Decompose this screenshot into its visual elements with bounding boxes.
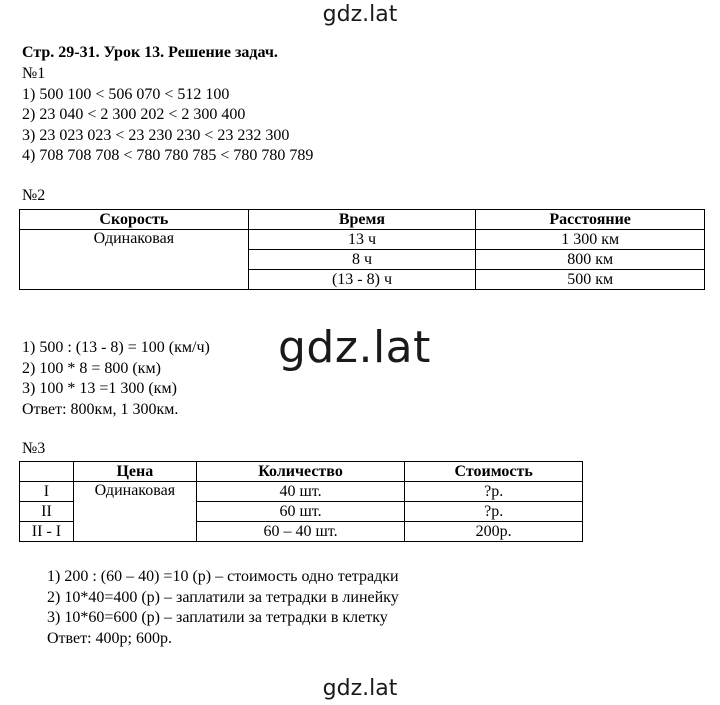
solution-line: 3) 100 * 13 =1 300 (км): [22, 380, 177, 397]
time-cell: (13 - 8) ч: [248, 270, 476, 290]
quantity-cell: 60 шт.: [196, 502, 405, 522]
watermark-center: gdz.lat: [278, 322, 431, 373]
watermark-top: gdz.lat: [322, 2, 398, 27]
time-cell: 8 ч: [248, 250, 476, 270]
solution-answer: Ответ: 400р; 600р.: [47, 629, 172, 647]
price-cell: Одинаковая: [73, 482, 196, 542]
task1-line: 2) 23 040 < 2 300 202 < 2 300 400: [22, 106, 246, 123]
task1-block: [22, 64, 313, 167]
column-header: [20, 462, 74, 482]
page-title: Стр. 29-31. Урок 13. Решение задач.: [22, 44, 278, 61]
task1-line: 4) 708 708 708 < 780 780 785 < 780 780 789: [22, 147, 314, 164]
speed-cell: Одинаковая: [20, 230, 249, 290]
solution-line: 1) 500 : (13 - 8) = 100 (км/ч): [22, 339, 210, 356]
task2-solution: [22, 338, 210, 420]
table-header-row: [20, 210, 705, 230]
column-header: Количество: [196, 462, 405, 482]
cost-cell: 200р.: [405, 522, 583, 542]
column-header: Стоимость: [405, 462, 583, 482]
task3-table: [19, 461, 583, 542]
solution-line: 2) 100 * 8 = 800 (км): [22, 359, 161, 377]
task3-solution: [47, 567, 399, 649]
row-label: II: [20, 502, 74, 522]
column-header: Скорость: [20, 210, 249, 230]
column-header: Цена: [73, 462, 196, 482]
solution-answer: Ответ: 800км, 1 300км.: [22, 400, 179, 418]
distance-cell: 500 км: [476, 270, 705, 290]
quantity-cell: 60 – 40 шт.: [196, 522, 405, 542]
table-header-row: [20, 462, 583, 482]
row-label: II - I: [20, 522, 74, 542]
task3-number: №3: [22, 440, 46, 457]
task1-line: 1) 500 100 < 506 070 < 512 100: [22, 85, 230, 103]
quantity-cell: 40 шт.: [196, 482, 405, 502]
task2-number: №2: [22, 187, 46, 204]
row-label: I: [20, 482, 74, 502]
time-cell: 13 ч: [248, 230, 476, 250]
solution-line: 2) 10*40=400 (р) – заплатили за тетрадки в линейку: [47, 588, 399, 606]
cost-cell: ?р.: [405, 482, 583, 502]
task1-line: 3) 23 023 023 < 23 230 230 < 23 232 300: [22, 126, 290, 144]
task2-table: [19, 209, 705, 290]
table-row: [20, 482, 583, 502]
table-row: [20, 230, 705, 250]
distance-cell: 1 300 км: [476, 230, 705, 250]
distance-cell: 800 км: [476, 250, 705, 270]
cost-cell: ?р.: [405, 502, 583, 522]
solution-line: 3) 10*60=600 (р) – заплатили за тетрадки в клетку: [47, 609, 388, 626]
solution-line: 1) 200 : (60 – 40) =10 (р) – стоимость одно тетрадки: [47, 568, 399, 585]
watermark-bottom: gdz.lat: [322, 676, 398, 701]
column-header: Расстояние: [476, 210, 705, 230]
task1-number: №1: [22, 65, 46, 82]
column-header: Время: [248, 210, 476, 230]
